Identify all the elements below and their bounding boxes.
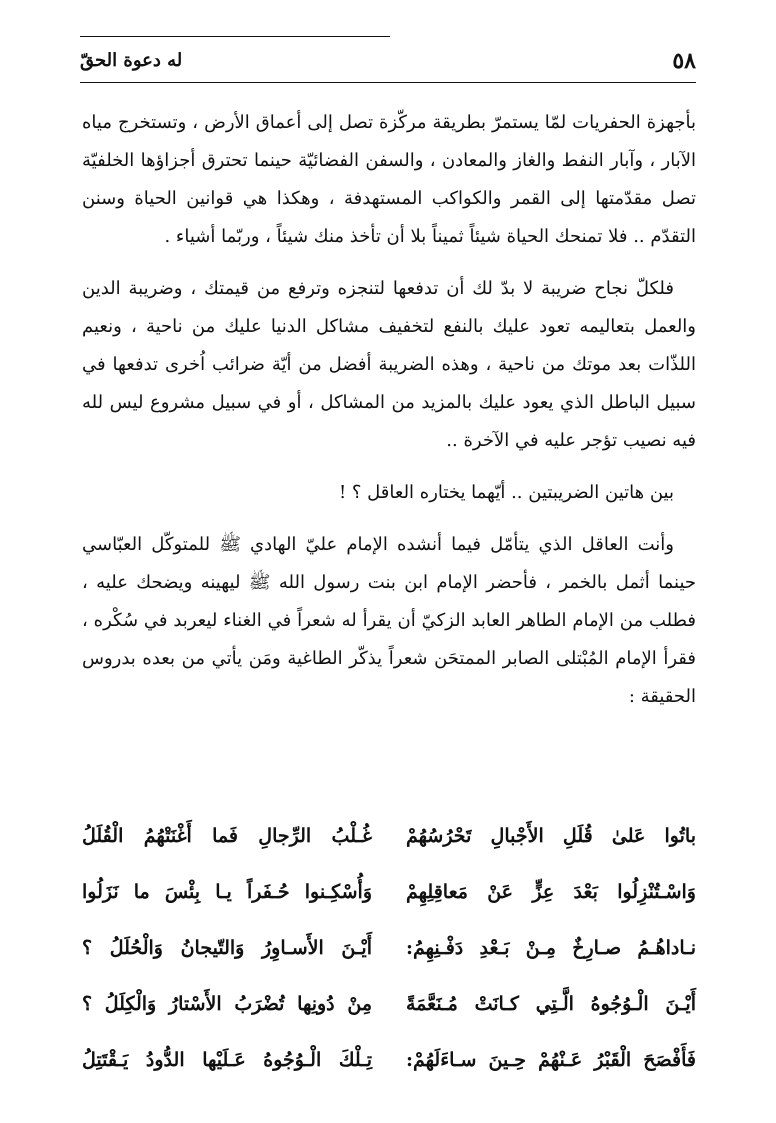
running-title: له دعوة الحقّ	[80, 50, 183, 71]
verse-first-hemistich: وَاسْـتُنْزِلُوا بَعْدَ عِزٍّ عَنْ مَعاقِلِهِمْ	[406, 881, 696, 903]
verse	[82, 1032, 696, 1088]
page-header	[80, 36, 696, 84]
paragraph: بين هاتين الضريبتين .. أيّهما يختاره العاقل ؟ !	[338, 482, 674, 503]
verse-first-hemistich: أَيْـنَ الْـوُجُوهُ الَّـتِي كـانَتْ مُـنَعَّمَةً	[406, 993, 696, 1015]
verse-first-hemistich: نـاداهُـمُ صـارِخٌ مِـنْ بَـعْدِ دَفْـنِهِمُ:	[406, 937, 696, 959]
body-text	[82, 104, 696, 730]
verse-second-hemistich: غُـلْبُ الرِّجالِ فَما أَغْنَتْهُمُ الْقُلَلُ	[82, 825, 372, 847]
verse	[82, 976, 696, 1032]
verse-first-hemistich: فَأَفْصَحَ الْقَبْرُ عَـنْهُمْ حِـينَ سـاءَلَهُمْ:	[406, 1049, 696, 1071]
verse-first-hemistich: باتُوا عَلىٰ قُلَلِ الأَجْبالِ تَحْرُسُهُمْ	[406, 825, 696, 847]
header-bottom-rule	[80, 82, 696, 83]
verse-second-hemistich: وَأُسْكِـنوا حُـفَراً يـا بِئْسَ ما نَزَلُوا	[82, 881, 372, 903]
verse-second-hemistich: تِـلْكَ الْـوُجُوهُ عَـلَيْها الدُّودُ يَـقْتَتِلُ	[82, 1049, 372, 1071]
verse	[82, 920, 696, 976]
verse	[82, 864, 696, 920]
verse	[82, 808, 696, 864]
header-top-rule	[80, 36, 390, 37]
paragraph: بأجهزة الحفريات لمّا يستمرّ بطريقة مركّزة تصل إلى أعماق الأرض ، وتستخرج مياه الآبار ، وآبار النفط والغاز والمعادن ، والسفن الفضائيّة حينما تحترق أجزاؤها الخلفيّة تصل مقدّمتها إلى القمر والكواكب المستهدفة ، وهكذا هي قوانين الحياة وسنن التقدّم .. فلا تمنحك الحياة شيئاً ثميناً بلا أن تأخذ منك شيئاً ، وربّما أشياء .	[82, 112, 696, 247]
poem	[82, 808, 696, 1088]
verse-second-hemistich: مِنْ دُونِها تُضْرَبُ الأَسْتارُ وَالْكِلَلُ ؟	[82, 993, 372, 1015]
page-number: ٥٨	[672, 48, 696, 74]
paragraph: فلكلّ نجاح ضريبة لا بدّ لك أن تدفعها لتنجزه وترفع من قيمتك ، وضريبة الدين والعمل بتعاليمه تعود عليك بالنفع لتخفيف مشاكل الدنيا عليك من ناحية ، ونعيم اللذّات بعد موتك من ناحية ، وهذه الضريبة أفضل من أيّة ضرائب اُخرى تدفعها في سبيل الباطل الذي يعود عليك بالمزيد من المشاكل ، أو في سبيل مشروع ليس لله فيه نصيب تؤجر عليه في الآخرة ..	[82, 278, 696, 451]
verse-second-hemistich: أَيْـنَ الأَسـاوِرُ وَالتّيجانُ وَالْحُلَلُ ؟	[82, 937, 372, 959]
paragraph: وأنت العاقل الذي يتأمّل فيما أنشده الإمام عليّ الهادي ﷺ للمتوكّل العبّاسي حينما أثمل بالخمر ، فأحضر الإمام ابن بنت رسول الله ﷺ ليهينه ويضحك عليه ، فطلب من الإمام الطاهر العابد الزكيّ أن يقرأ له شعراً في الغناء ليعربد في سُكْره ، فقرأ الإمام المُبْتلى الصابر الممتحَن شعراً يذكّر الطاغية ومَن يأتي من بعده بدروس الحقيقة :	[82, 534, 696, 707]
